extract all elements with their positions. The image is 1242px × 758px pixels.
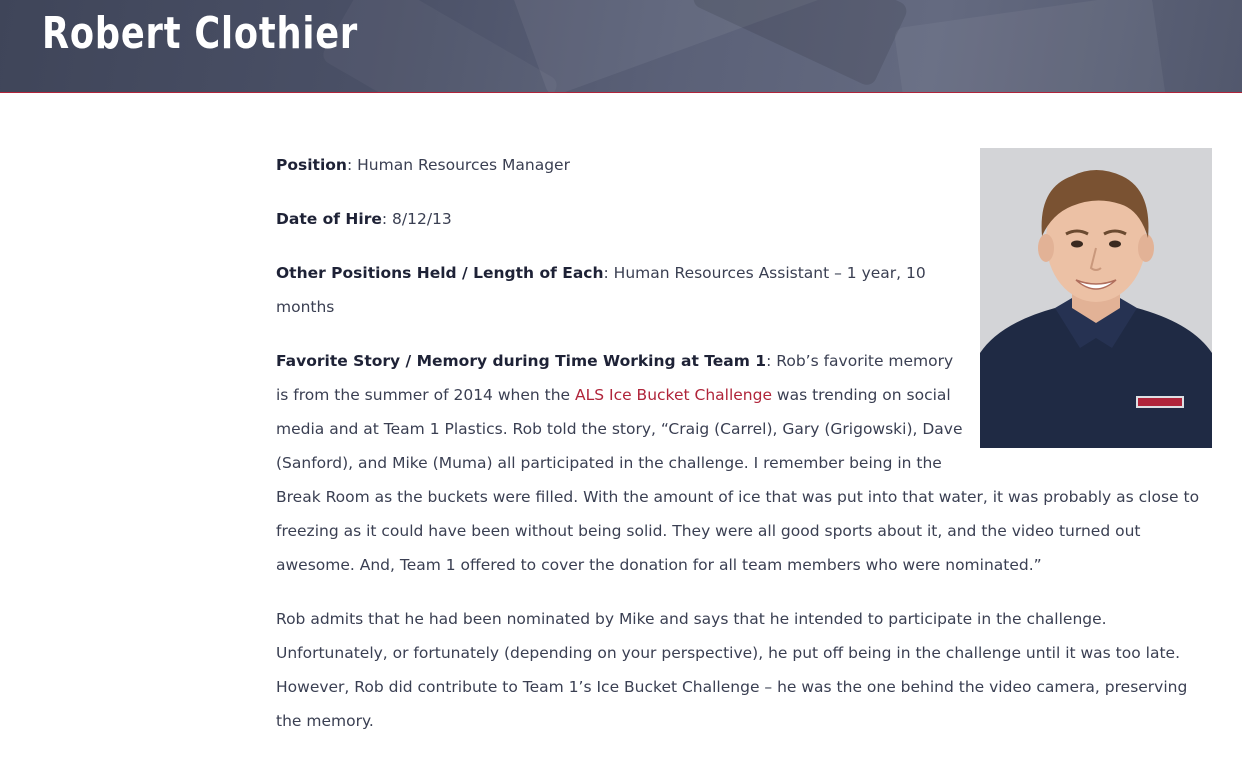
favorite-story-label: Favorite Story / Memory during Time Working at Team 1 [276,352,767,370]
profile-content [276,148,1212,758]
position-value: : Human Resources Manager [346,156,570,174]
favorite-story-text-start: : Rob’s favorite memory is from the summer of 2014 when the [276,352,954,404]
als-ice-bucket-challenge-link[interactable]: ALS Ice Bucket Challenge [575,386,772,404]
person-photo-icon [980,148,1212,448]
hire-date-value: : 8/12/13 [381,210,452,228]
other-positions-value: : Human Resources Assistant – 1 year, 10 months [276,264,926,316]
page-title: Robert Clothier [42,8,359,59]
page-header [0,0,1242,93]
header-background-shape [894,0,1167,93]
header-background-shape [690,0,909,88]
hire-date-label: Date of Hire [276,210,382,228]
profile-photo [980,148,1212,448]
favorite-story-text-end: was trending on social media and at Team 1 Plastics. Rob told the story, “Craig (Carrel), Gary (Grigowski), Dave (Sanford), and Mike (Muma) all participated in the challenge. I remember being in the Break Room as the buckets were filled. With the amount of ice that was put into that water, it was probably as close to freezing as it could have been without being solid. They were all good sports about it, and the video turned out awesome. And, Team 1 offered to cover the donation for all team members who were nominated.” [276,386,1200,574]
other-positions-label: Other Positions Held / Length of Each [276,264,604,282]
closing-paragraph: Rob admits that he had been nominated by Mike and says that he intended to participate in the challenge. Unfortunately, or fortunately (depending on your perspective), he put off being in the challenge until it was too late. However, Rob did contribute to Team 1’s Ice Bucket Challenge – he was the one behind the video camera, preserving the memory. [276,610,1188,730]
position-label: Position [276,156,347,174]
